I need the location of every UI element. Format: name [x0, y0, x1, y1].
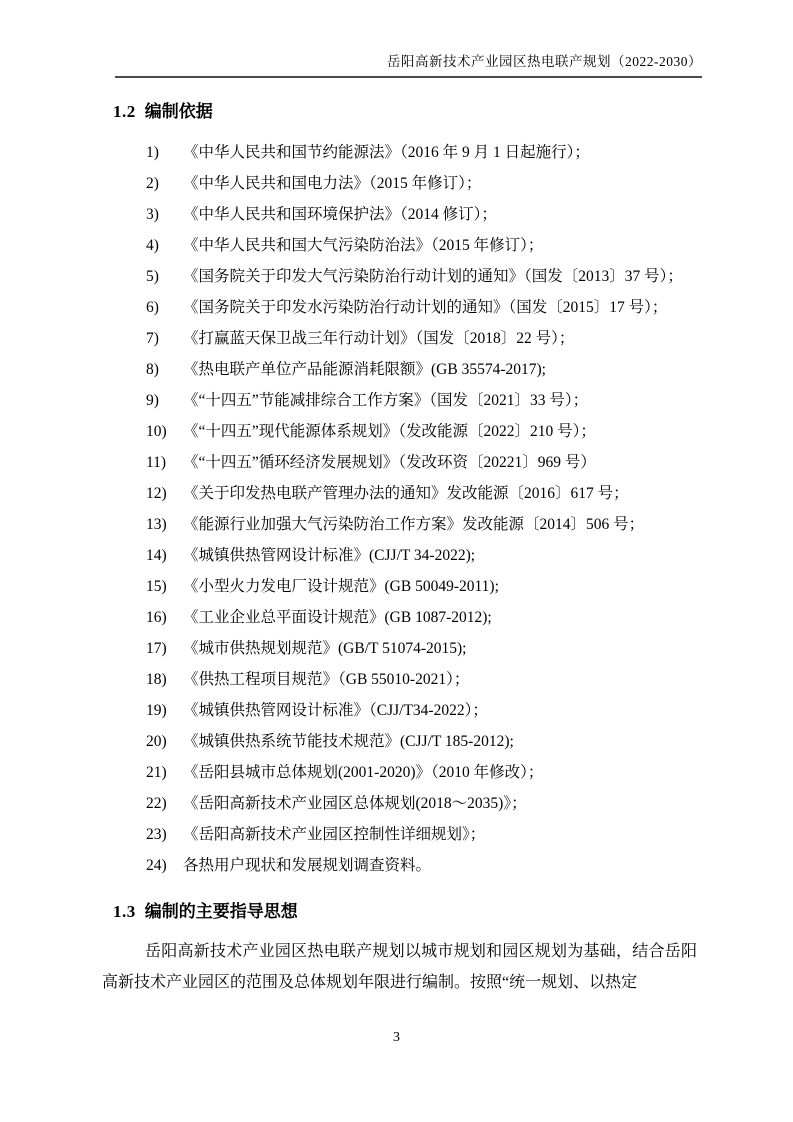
list-item	[146, 540, 713, 571]
list-item-number: 22)	[146, 795, 167, 812]
list-item-text: 《城镇供热管网设计标准》（CJJ/T34-2022）；	[183, 702, 488, 719]
list-item-text: 《国务院关于印发大气污染防治行动计划的通知》（国发〔2013〕37 号）；	[183, 268, 683, 285]
list-item-number: 23)	[146, 826, 167, 843]
reference-list	[146, 137, 713, 881]
list-item-text: 《供热工程项目规范》（GB 55010-2021）；	[183, 671, 470, 688]
list-item-number: 13)	[146, 516, 167, 533]
list-item	[146, 199, 713, 230]
list-item-number: 19)	[146, 702, 167, 719]
list-item-text: 《城镇供热系统节能技术规范》(CJJ/T 185-2012);	[183, 733, 514, 750]
list-item-number: 14)	[146, 547, 167, 564]
list-item-text: 《中华人民共和国电力法》（2015 年修订）；	[183, 175, 482, 192]
list-item	[146, 757, 713, 788]
list-item-number: 1)	[146, 144, 159, 161]
list-item-text: 《“十四五”循环经济发展规划》（发改环资〔20221〕969 号）	[183, 454, 596, 471]
section-number: 1.2	[113, 102, 136, 121]
list-item	[146, 850, 713, 881]
list-item-text: 《中华人民共和国环境保护法》（2014 修订）；	[183, 206, 497, 223]
section-title: 编制依据	[144, 102, 213, 121]
list-item-text: 《中华人民共和国大气污染防治法》（2015 年修订）；	[183, 237, 544, 254]
section-heading-guiding	[113, 897, 298, 922]
list-item-text: 《工业企业总平面设计规范》(GB 1087-2012);	[183, 609, 492, 626]
list-item	[146, 354, 713, 385]
list-item	[146, 571, 713, 602]
list-item-number: 7)	[146, 330, 159, 347]
list-item-number: 12)	[146, 485, 167, 502]
list-item	[146, 602, 713, 633]
page-number: 3	[393, 1030, 400, 1045]
list-item-text: 《岳阳高新技术产业园区总体规划(2018～2035)》；	[183, 795, 527, 812]
list-item	[146, 819, 713, 850]
header-title: 岳阳高新技术产业园区热电联产规划（2022-2030）	[387, 54, 702, 69]
list-item-number: 16)	[146, 609, 167, 626]
body-paragraph: 岳阳高新技术产业园区热电联产规划以城市规划和园区规划为基础，结合岳阳高新技术产业园区的范围及总体规划年限进行编制。按照“统一规划、以热定	[102, 943, 697, 991]
list-item	[146, 788, 713, 819]
list-item	[146, 385, 713, 416]
list-item-text: 《小型火力发电厂设计规范》(GB 50049-2011);	[183, 578, 499, 595]
page-header	[115, 50, 702, 78]
list-item-number: 20)	[146, 733, 167, 750]
list-item	[146, 323, 713, 354]
list-item-number: 9)	[146, 392, 159, 409]
list-item-text: 《热电联产单位产品能源消耗限额》(GB 35574-2017);	[183, 361, 546, 378]
list-item-number: 5)	[146, 268, 159, 285]
list-item-text: 《“十四五”现代能源体系规划》（发改能源〔2022〕210 号）；	[183, 423, 596, 440]
list-item-number: 24)	[146, 857, 167, 874]
list-item-text: 《“十四五”节能减排综合工作方案》（国发〔2021〕33 号）；	[183, 392, 589, 409]
list-item-text: 各热用户现状和发展规划调查资料。	[183, 857, 432, 874]
list-item-text: 《岳阳高新技术产业园区控制性详细规划》；	[183, 826, 486, 843]
list-item-number: 15)	[146, 578, 167, 595]
list-item	[146, 633, 713, 664]
list-item-number: 21)	[146, 764, 167, 781]
list-item-text: 《国务院关于印发水污染防治行动计划的通知》（国发〔2015〕17 号）；	[183, 299, 668, 316]
list-item	[146, 230, 713, 261]
list-item-number: 18)	[146, 671, 167, 688]
list-item	[146, 509, 713, 540]
list-item	[146, 447, 713, 478]
list-item-number: 2)	[146, 175, 159, 192]
list-item-text: 《能源行业加强大气污染防治工作方案》发改能源〔2014〕506 号；	[183, 516, 645, 533]
list-item-number: 17)	[146, 640, 167, 657]
section-title: 编制的主要指导思想	[144, 902, 298, 921]
list-item	[146, 664, 713, 695]
list-item	[146, 726, 713, 757]
section-heading-basis	[113, 97, 213, 122]
list-item	[146, 261, 713, 292]
list-item-text: 《中华人民共和国节约能源法》（2016 年 9 月 1 日起施行）；	[183, 144, 590, 161]
list-item-text: 《岳阳县城市总体规划(2001-2020)》（2010 年修改）；	[183, 764, 544, 781]
list-item-number: 10)	[146, 423, 167, 440]
list-item-text: 《城镇供热管网设计标准》(CJJ/T 34-2022);	[183, 547, 476, 564]
list-item	[146, 416, 713, 447]
list-item-number: 4)	[146, 237, 159, 254]
list-item-text: 《关于印发热电联产管理办法的通知》发改能源〔2016〕617 号；	[183, 485, 629, 502]
list-item-number: 11)	[146, 454, 167, 471]
list-item	[146, 137, 713, 168]
list-item	[146, 168, 713, 199]
list-item-number: 8)	[146, 361, 159, 378]
page-footer	[0, 1030, 793, 1046]
section-number: 1.3	[113, 902, 136, 921]
list-item-number: 3)	[146, 206, 159, 223]
list-item	[146, 478, 713, 509]
list-item	[146, 695, 713, 726]
list-item-text: 《城市供热规划规范》(GB/T 51074-2015);	[183, 640, 467, 657]
list-item-number: 6)	[146, 299, 159, 316]
list-item-text: 《打赢蓝天保卫战三年行动计划》（国发〔2018〕22 号）；	[183, 330, 575, 347]
list-item	[146, 292, 713, 323]
